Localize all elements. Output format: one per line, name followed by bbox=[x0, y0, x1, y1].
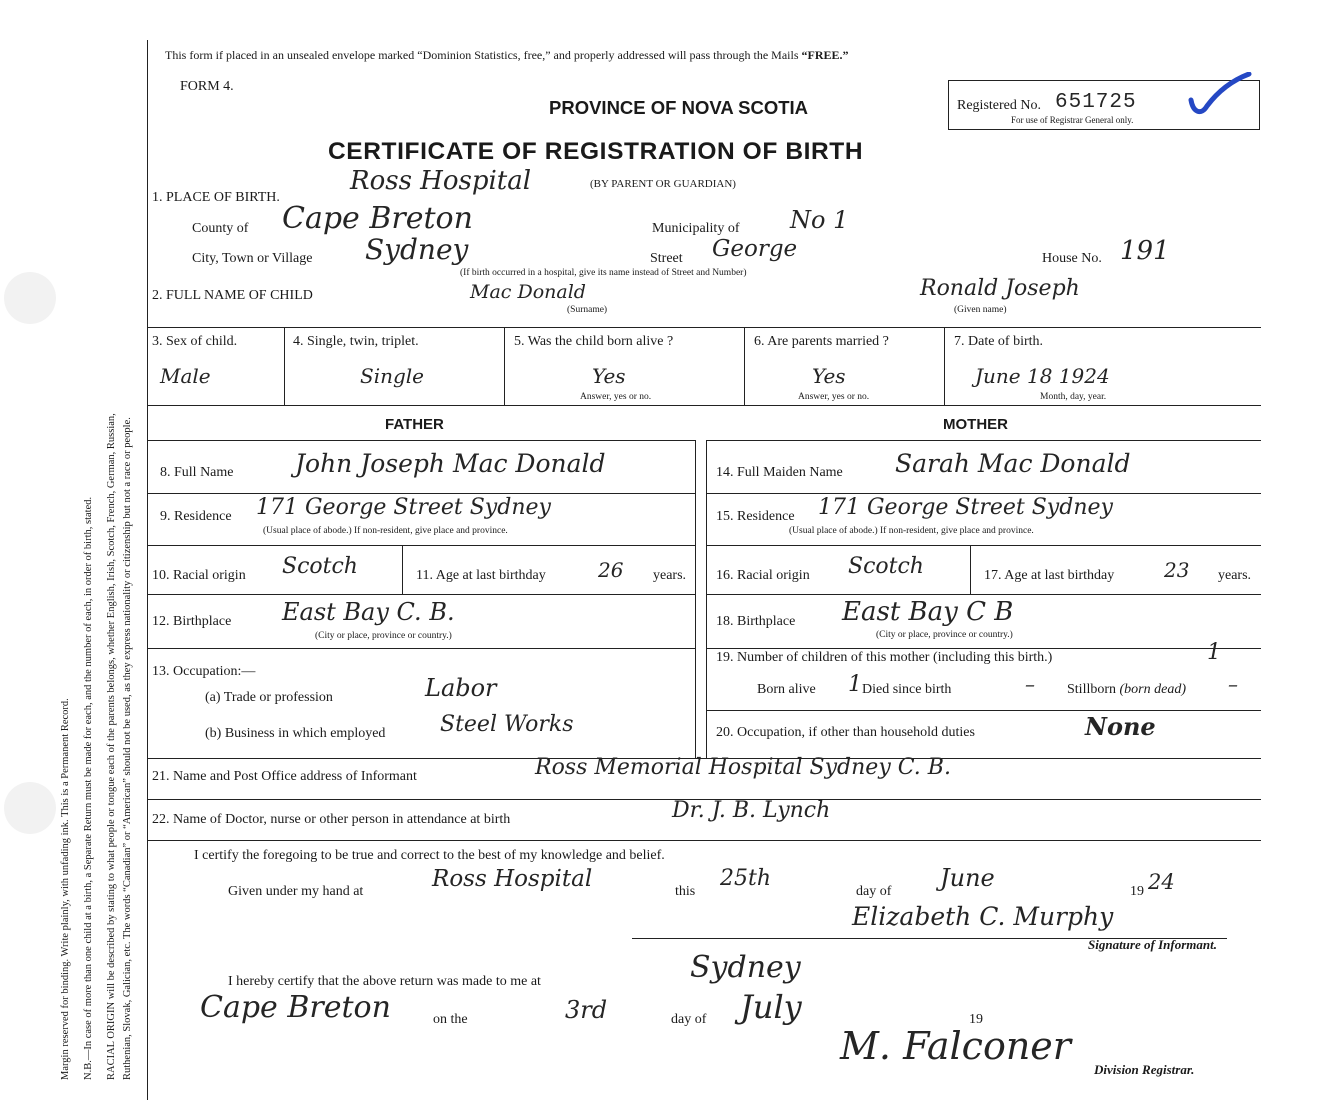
mother-race-value: Scotch bbox=[848, 554, 924, 579]
informant-value: Ross Memorial Hospital Sydney C. B. bbox=[535, 755, 951, 780]
registrar-place-value: Sydney bbox=[690, 950, 801, 985]
side-note-nationality: Ruthenian, Slovak, Galician, etc. The words “Canadian” or “American” should not be used, as they express nationality or citizenship but not a race or people. bbox=[122, 417, 133, 1080]
form-number: FORM 4. bbox=[180, 79, 234, 94]
registrar-statement: I hereby certify that the above return was made to me at bbox=[228, 974, 541, 989]
punch-hole bbox=[4, 272, 56, 324]
died-since-birth-value: – bbox=[1025, 672, 1035, 696]
side-note-binding: Margin reserved for binding. Write plainly, with unfading ink. This is a Permanent Record. bbox=[60, 698, 71, 1080]
father-birthplace-value: East Bay C. B. bbox=[282, 598, 455, 626]
father-race-label: 10. Racial origin bbox=[152, 568, 246, 583]
given-year-prefix: 19 bbox=[1130, 884, 1144, 899]
surname-caption: (Surname) bbox=[567, 305, 608, 315]
mother-age-label: 17. Age at last birthday bbox=[984, 568, 1115, 583]
given-caption: (Given name) bbox=[954, 305, 1007, 315]
father-residence-value: 171 George Street Sydney bbox=[256, 495, 551, 520]
given-month-value: June bbox=[940, 864, 995, 892]
father-heading: FATHER bbox=[385, 416, 444, 433]
alive-caption: Answer, yes or no. bbox=[580, 392, 652, 402]
business-value: Steel Works bbox=[440, 712, 574, 737]
street-label: Street bbox=[650, 251, 683, 266]
day-of-label: day of bbox=[856, 884, 892, 899]
father-years-label: years. bbox=[653, 568, 687, 583]
stillborn-value: – bbox=[1228, 672, 1238, 696]
county-value: Cape Breton bbox=[282, 201, 473, 236]
mother-age-value: 23 bbox=[1164, 558, 1190, 582]
registrar-caption: Division Registrar. bbox=[1094, 1062, 1195, 1077]
city-value: Sydney bbox=[365, 233, 469, 266]
informant-label: 21. Name and Post Office address of Informant bbox=[152, 769, 417, 784]
registrar-note: For use of Registrar General only. bbox=[1011, 115, 1134, 125]
parents-married-label: 6. Are parents married ? bbox=[754, 334, 889, 349]
this-label: this bbox=[675, 884, 696, 899]
plurality-value: Single bbox=[360, 364, 425, 388]
house-number-value: 191 bbox=[1120, 236, 1170, 266]
side-note-racial-origin: RACIAL ORIGIN will be described by stating to what people or tongue each of the parents belongs, whether English, Irish, Scotch, French, German, Russian, bbox=[106, 413, 117, 1080]
given-day-value: 25th bbox=[720, 866, 772, 891]
mother-name-value: Sarah Mac Donald bbox=[895, 449, 1131, 478]
father-race-value: Scotch bbox=[282, 554, 358, 579]
father-name-label: 8. Full Name bbox=[160, 465, 234, 480]
plurality-label: 4. Single, twin, triplet. bbox=[293, 334, 419, 349]
mother-residence-label: 15. Residence bbox=[716, 509, 795, 524]
given-place-value: Ross Hospital bbox=[432, 866, 593, 892]
mother-birthplace-label: 18. Birthplace bbox=[716, 614, 796, 629]
registrar-month-value: July bbox=[740, 988, 802, 1026]
children-count-value: 1 bbox=[1207, 640, 1221, 665]
registered-label: Registered No. bbox=[957, 98, 1041, 113]
died-since-birth-label: Died since birth bbox=[862, 682, 952, 697]
father-age-label: 11. Age at last birthday bbox=[416, 568, 546, 583]
child-surname: Mac Donald bbox=[470, 281, 586, 303]
mother-abode-caption: (Usual place of abode.) If non-resident, give place and province. bbox=[789, 526, 1034, 536]
mother-race-label: 16. Racial origin bbox=[716, 568, 810, 583]
mother-occupation-label: 20. Occupation, if other than household duties bbox=[716, 725, 975, 740]
born-alive-label: 5. Was the child born alive ? bbox=[514, 334, 674, 349]
trade-value: Labor bbox=[425, 674, 497, 702]
sex-value: Male bbox=[160, 364, 211, 388]
father-name-value: John Joseph Mac Donald bbox=[295, 449, 606, 478]
child-given-name: Ronald Joseph bbox=[920, 276, 1080, 301]
street-value: George bbox=[712, 236, 798, 262]
father-birthplace-caption: (City or place, province or country.) bbox=[315, 631, 452, 641]
informant-signature-caption: Signature of Informant. bbox=[1088, 937, 1217, 952]
mother-birthplace-caption: (City or place, province or country.) bbox=[876, 630, 1013, 640]
child-name-label: 2. FULL NAME OF CHILD bbox=[152, 288, 313, 303]
city-label: City, Town or Village bbox=[192, 251, 313, 266]
stillborn-label: Stillborn (born dead) bbox=[1067, 682, 1187, 697]
county-label: County of bbox=[192, 221, 249, 236]
place-of-birth-value: Ross Hospital bbox=[350, 166, 532, 196]
blue-checkmark bbox=[1185, 72, 1255, 120]
married-caption: Answer, yes or no. bbox=[798, 392, 870, 402]
born-alive-value: Yes bbox=[592, 364, 626, 388]
trade-label: (a) Trade or profession bbox=[205, 690, 333, 705]
mother-name-label: 14. Full Maiden Name bbox=[716, 465, 843, 480]
sex-label: 3. Sex of child. bbox=[152, 334, 238, 349]
registrar-day-value: 3rd bbox=[565, 996, 608, 1024]
born-alive-count-label: Born alive bbox=[757, 682, 816, 697]
municipality-value: No 1 bbox=[790, 206, 849, 234]
registrar-signature: M. Falconer bbox=[840, 1024, 1071, 1068]
given-under-hand-label: Given under my hand at bbox=[228, 884, 364, 899]
municipality-label: Municipality of bbox=[652, 221, 740, 236]
business-label: (b) Business in which employed bbox=[205, 726, 386, 741]
page-title: CERTIFICATE OF REGISTRATION OF BIRTH bbox=[328, 138, 864, 165]
page-subtitle: (BY PARENT OR GUARDIAN) bbox=[590, 178, 736, 190]
side-note-multiple-births: N.B.—In case of more than one child at a birth, a Separate Return must be made for each, and the number of each, in order of birth, stated. bbox=[83, 496, 94, 1080]
registered-number: 651725 bbox=[1055, 91, 1137, 114]
registrar-county-value: Cape Breton bbox=[200, 990, 391, 1025]
given-year-value: 24 bbox=[1148, 870, 1175, 894]
mail-notice: This form if placed in an unsealed envelope marked “Dominion Statistics, free,” and properly addressed will pass through the Mails “FREE.” bbox=[165, 48, 849, 62]
certification-statement: I certify the foregoing to be true and correct to the best of my knowledge and belief. bbox=[194, 848, 665, 863]
house-number-label: House No. bbox=[1042, 251, 1102, 266]
registrar-year-prefix: 19 bbox=[969, 1012, 983, 1027]
mother-occupation-value: None bbox=[1085, 712, 1156, 741]
occupation-label: 13. Occupation:— bbox=[152, 664, 256, 679]
children-count-label: 19. Number of children of this mother (including this birth.) bbox=[716, 650, 1053, 665]
informant-signature: Elizabeth C. Murphy bbox=[852, 902, 1114, 931]
binding-margin-rule bbox=[147, 40, 148, 1100]
mother-birthplace-value: East Bay C B bbox=[842, 597, 1014, 627]
mother-heading: MOTHER bbox=[943, 416, 1008, 433]
on-the-label: on the bbox=[433, 1012, 468, 1027]
mother-residence-value: 171 George Street Sydney bbox=[818, 495, 1113, 520]
father-age-value: 26 bbox=[598, 558, 624, 582]
doctor-label: 22. Name of Doctor, nurse or other person in attendance at birth bbox=[152, 812, 511, 827]
province-heading: PROVINCE OF NOVA SCOTIA bbox=[549, 97, 809, 118]
father-birthplace-label: 12. Birthplace bbox=[152, 614, 232, 629]
father-abode-caption: (Usual place of abode.) If non-resident, give place and province. bbox=[263, 526, 508, 536]
mother-years-label: years. bbox=[1218, 568, 1252, 583]
doctor-value: Dr. J. B. Lynch bbox=[672, 798, 831, 823]
registrar-day-of-label: day of bbox=[671, 1012, 707, 1027]
hospital-note: (If birth occurred in a hospital, give its name instead of Street and Number) bbox=[460, 268, 747, 278]
punch-hole bbox=[4, 782, 56, 834]
dob-caption: Month, day, year. bbox=[1040, 392, 1107, 402]
father-residence-label: 9. Residence bbox=[160, 509, 232, 524]
parents-married-value: Yes bbox=[812, 364, 846, 388]
date-of-birth-value: June 18 1924 bbox=[975, 364, 1110, 388]
date-of-birth-label: 7. Date of birth. bbox=[954, 334, 1044, 349]
place-of-birth-label: 1. PLACE OF BIRTH. bbox=[152, 190, 280, 205]
born-alive-count-value: 1 bbox=[848, 672, 862, 697]
